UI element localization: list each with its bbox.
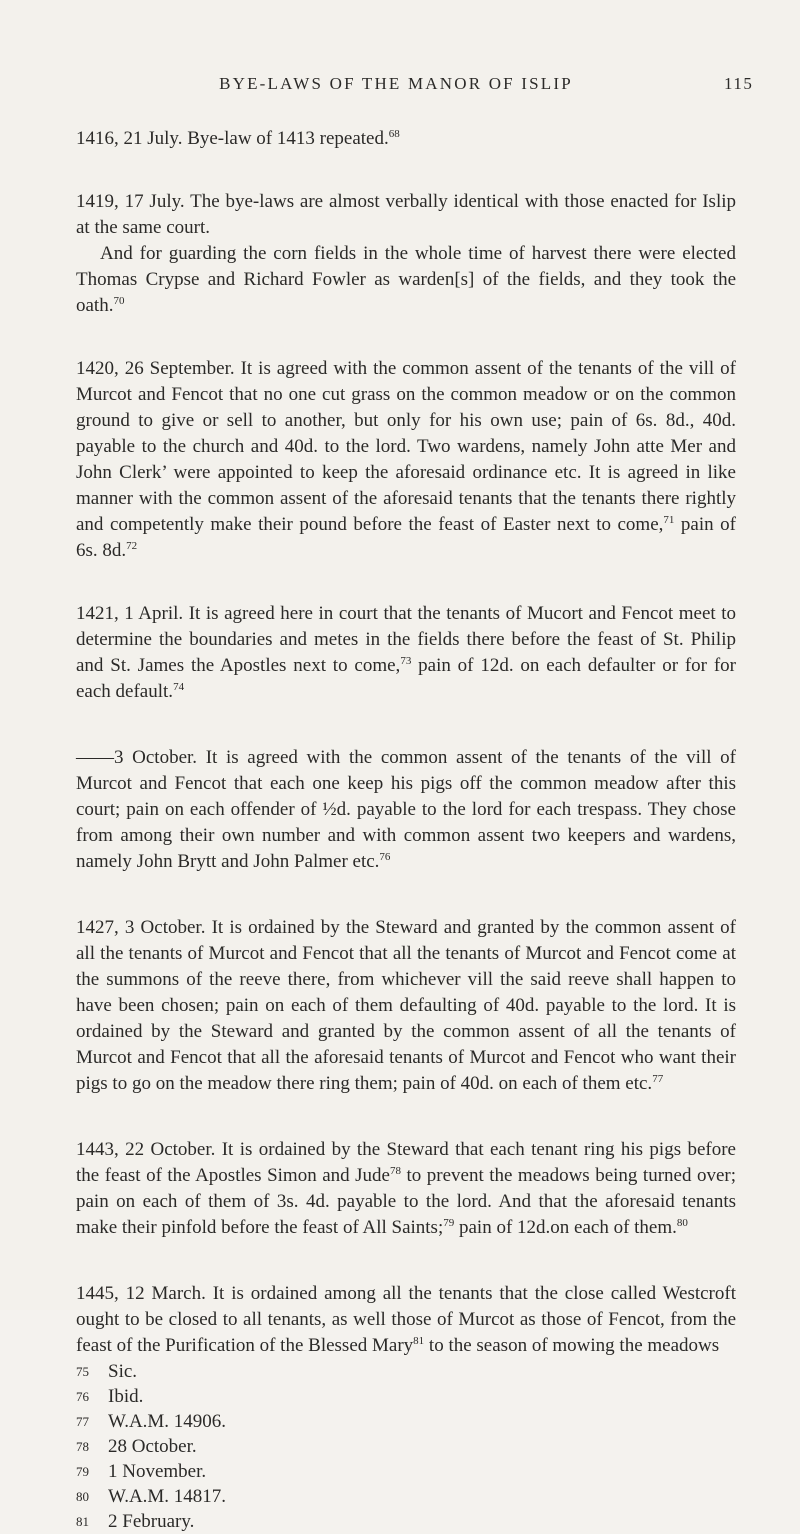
footnote bbox=[76, 1484, 736, 1509]
footnote bbox=[76, 1459, 736, 1484]
entry-text: 1416, 21 July. Bye-law of 1413 repeated. bbox=[76, 128, 389, 149]
entry-text: 1419, 17 July. The bye-laws are almost verbally identical with those enacted for Islip at the same court. bbox=[76, 191, 736, 238]
entry-1419 bbox=[76, 189, 736, 241]
entry-text: 1420, 26 September. It is agreed with the common assent of the tenants of the vill of Murcot and Fencot that no one cut grass on the common meadow or on the common ground to give or sell to another, but only for his own use; pain of 6s. 8d., 40d. payable to the church and 40d. to the lord. Two wardens, namely John atte Mer and John Clerk’ were appointed to keep the aforesaid ordinance etc. It is agreed in like manner with the common assent of the aforesaid tenants that the tenants there rightly and competently make their pound before the feast of Easter next to come, bbox=[76, 358, 736, 535]
footnote-text: 2 February. bbox=[108, 1511, 195, 1532]
footnote-ref: 76 bbox=[379, 851, 391, 863]
entry-text-cont: to the season of mowing the meadows bbox=[424, 1335, 720, 1356]
footnote-ref: 73 bbox=[400, 655, 412, 667]
footnote-ref: 80 bbox=[676, 1217, 688, 1229]
footnote-text: W.A.M. 14906. bbox=[108, 1411, 227, 1432]
footnote-text: 28 October. bbox=[108, 1436, 197, 1457]
footnote-number: 78 bbox=[76, 1439, 89, 1454]
entry-text: ——3 October. It is agreed with the common assent of the tenants of the vill of Murcot and Fencot that each one keep his pigs off the common meadow after this court; pain on each offender of ½d. payable to the lord for each trespass. They chose from among their own number and with common assent two keepers and wardens, namely John Brytt and John Palmer etc. bbox=[76, 747, 736, 872]
footnote-number: 81 bbox=[76, 1514, 89, 1529]
footnote-text: W.A.M. 14817. bbox=[108, 1486, 227, 1507]
footnote-text: Sic. bbox=[108, 1361, 138, 1382]
body-text bbox=[76, 126, 736, 1534]
footnote-ref: 77 bbox=[652, 1073, 664, 1085]
entry-text-cont: pain of 12d. on each defaulter or for for each default. bbox=[76, 655, 736, 702]
footnote-number: 80 bbox=[76, 1489, 89, 1504]
entry-1445 bbox=[76, 1281, 736, 1359]
footnote-number: 77 bbox=[76, 1414, 89, 1429]
footnote bbox=[76, 1409, 736, 1434]
footnote-text: 1 November. bbox=[108, 1461, 207, 1482]
footnote-ref: 72 bbox=[126, 540, 138, 552]
entry-1420 bbox=[76, 356, 736, 564]
entry-1421 bbox=[76, 601, 736, 705]
entry-1419-wardens bbox=[76, 241, 736, 319]
footnote-ref: 79 bbox=[443, 1217, 455, 1229]
entry-1427 bbox=[76, 915, 736, 1097]
footnote-text: Ibid. bbox=[108, 1386, 144, 1407]
footnote-ref: 71 bbox=[663, 514, 675, 526]
entry-text: 1443, 22 October. It is ordained by the Steward that each tenant ring his pigs before the feast of the Apostles Simon and Jude bbox=[76, 1139, 736, 1186]
entry-text-cont: to prevent the meadows being turned over; pain on each of them of 3s. 4d. payable to the lord. And that the aforesaid tenants make their pinfold before the feast of All Saints; bbox=[76, 1165, 736, 1238]
footnote-ref: 68 bbox=[388, 128, 400, 140]
footnotes bbox=[76, 1359, 736, 1534]
footnote-ref: 81 bbox=[413, 1335, 425, 1347]
footnote-ref: 78 bbox=[389, 1165, 401, 1177]
entry-1443 bbox=[76, 1137, 736, 1241]
page-number: 115 bbox=[724, 74, 754, 93]
footnote-number: 79 bbox=[76, 1464, 89, 1479]
footnote-number: 76 bbox=[76, 1389, 89, 1404]
footnote bbox=[76, 1434, 736, 1459]
footnote bbox=[76, 1384, 736, 1409]
entry-text: 1445, 12 March. It is ordained among all the tenants that the close called Westcroft ought to be closed to all tenants, as well those of Murcot as those of Fencot, from the feast of the Purification of the Blessed Mary bbox=[76, 1283, 736, 1356]
entry-text: And for guarding the corn fields in the whole time of harvest there were elected Thomas Crypse and Richard Fowler as warden[s] of the fields, and they took the oath. bbox=[76, 243, 736, 316]
entry-text: 1421, 1 April. It is agreed here in court that the tenants of Mucort and Fencot meet to determine the boundaries and metes in the fields there before the feast of St. Philip and St. James the Apostles next to come, bbox=[76, 603, 736, 676]
entry-1421-october bbox=[76, 745, 736, 875]
entry-1416 bbox=[76, 126, 736, 152]
running-title: BYE-LAWS OF THE MANOR OF ISLIP bbox=[219, 74, 573, 93]
entry-text-cont: pain of 12d.on each of them. bbox=[454, 1217, 677, 1238]
entry-text: 1427, 3 October. It is ordained by the Steward and granted by the common assent of all the tenants of Murcot and Fencot that all the tenants of Murcot and Fencot come at the summons of the reeve there, from whichever vill the said reeve shall happen to have been chosen; pain on each of them defaulting of 40d. payable to the lord. It is ordained by the Steward and granted by the common assent of all the tenants of Murcot and Fencot that all the aforesaid tenants of Murcot and Fencot who want their pigs to go on the meadow there ring them; pain of 40d. on each of them etc. bbox=[76, 917, 736, 1094]
footnote-ref: 70 bbox=[113, 295, 125, 307]
footnote-number: 75 bbox=[76, 1364, 89, 1379]
footnote-ref: 74 bbox=[173, 681, 185, 693]
footnote bbox=[76, 1359, 736, 1384]
footnote bbox=[76, 1509, 736, 1534]
entry-text-cont: pain of 6s. 8d. bbox=[76, 514, 736, 561]
